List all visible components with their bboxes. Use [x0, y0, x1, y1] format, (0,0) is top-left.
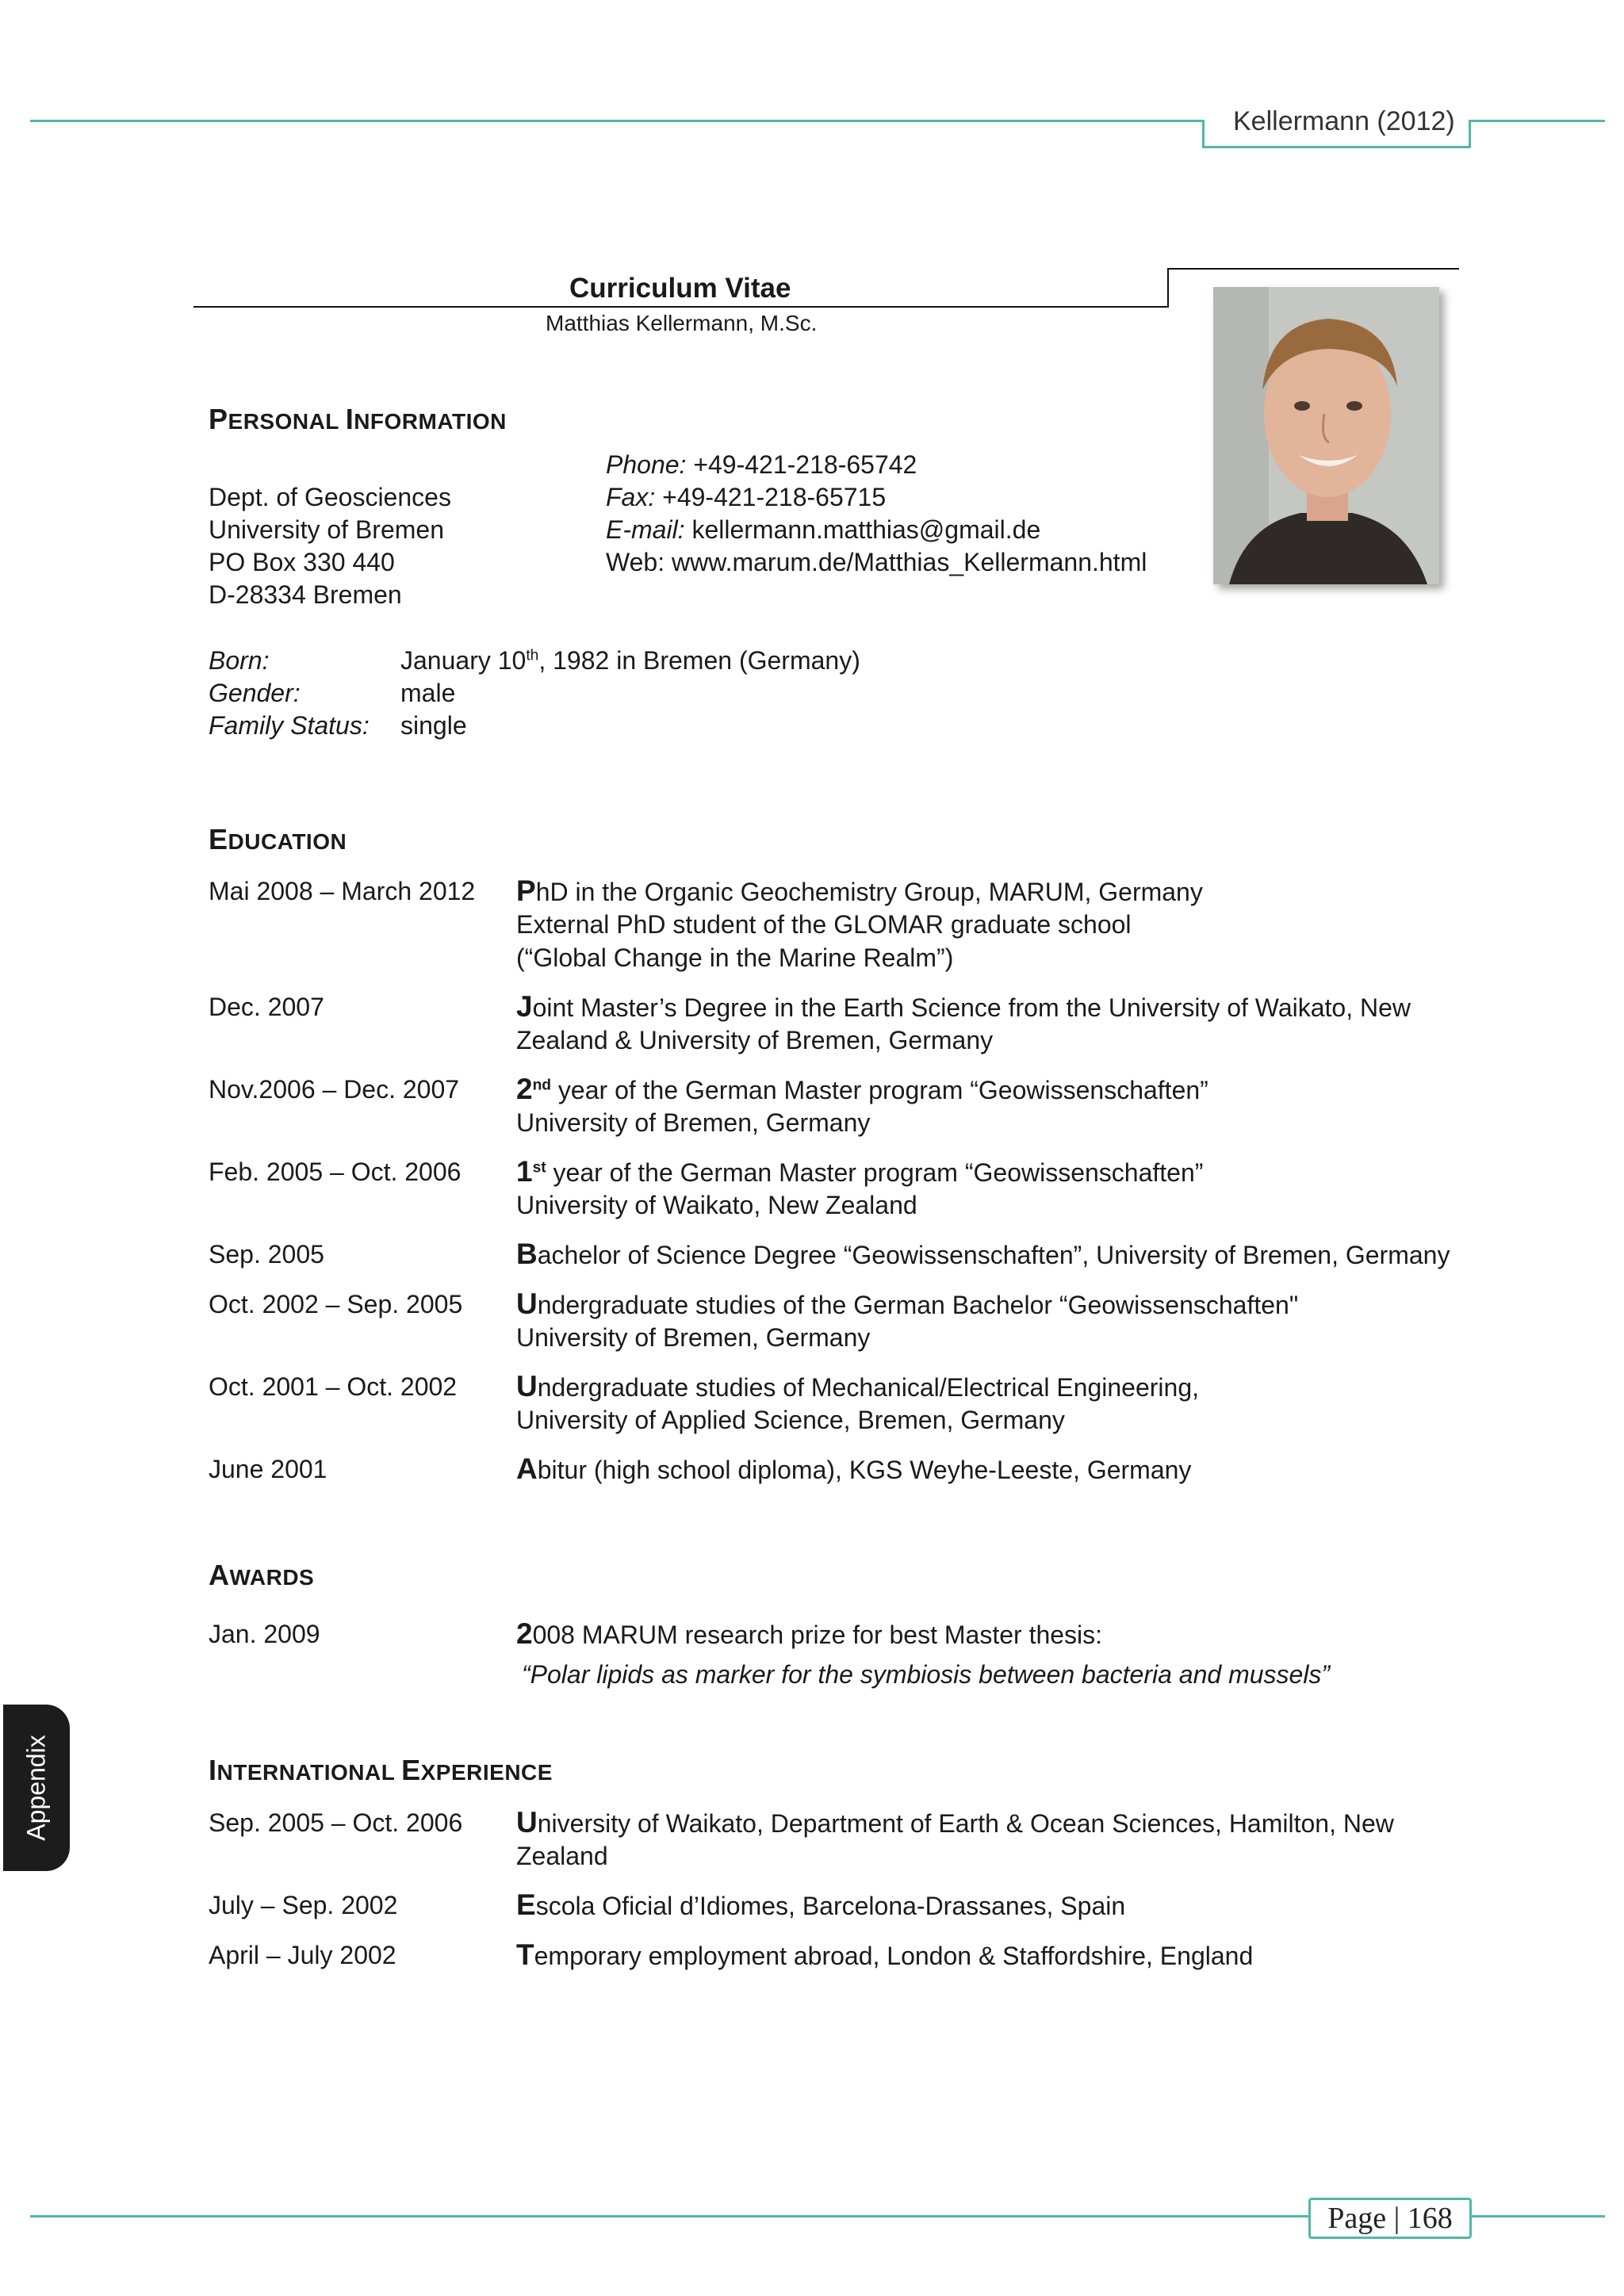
education-desc: University of Waikato, New Zealand: [516, 1191, 917, 1219]
page-title: Curriculum Vitae: [569, 273, 791, 304]
header-rule-right: [1469, 120, 1605, 122]
section-heading-international: INTERNATIONAL EXPERIENCE: [209, 1754, 553, 1786]
education-desc: University of Applied Science, Bremen, Germany: [516, 1406, 1065, 1434]
email-line: E-mail: kellermann.matthias@gmail.de: [606, 515, 1041, 544]
title-rule-left: [193, 306, 1169, 308]
education-desc: University of Bremen, Germany: [516, 1108, 871, 1137]
education-date: Sep. 2005: [209, 1240, 324, 1269]
award-thesis-title: “Polar lipids as marker for the symbiosis between bacteria and mussels”: [522, 1660, 1331, 1689]
experience-date: April – July 2002: [209, 1941, 396, 1969]
education-date: June 2001: [209, 1455, 327, 1483]
education-desc: 2nd year of the German Master program “Geowissenschaften”: [516, 1073, 1208, 1105]
experience-date: July – Sep. 2002: [209, 1891, 398, 1919]
award-desc: 2008 MARUM research prize for best Master thesis:: [516, 1617, 1103, 1650]
web-link[interactable]: Web: www.marum.de/Matthias_Kellermann.html: [606, 548, 1147, 576]
education-date: Nov.2006 – Dec. 2007: [209, 1075, 460, 1104]
address-line: PO Box 330 440: [209, 548, 395, 576]
experience-date: Sep. 2005 – Oct. 2006: [209, 1808, 463, 1837]
education-desc: PhD in the Organic Geochemistry Group, MARUM, Germany: [516, 874, 1203, 907]
gender-value: male: [400, 679, 456, 707]
born-label: Born:: [209, 646, 270, 675]
title-rule-rise: [1167, 270, 1169, 308]
section-heading-awards: AWARDS: [209, 1559, 315, 1591]
portrait-photo: [1213, 287, 1439, 584]
header-rule-rise-right: [1469, 120, 1471, 147]
education-date: Oct. 2001 – Oct. 2002: [209, 1372, 458, 1401]
address-line: D-28334 Bremen: [209, 580, 402, 609]
education-desc: Bachelor of Science Degree “Geowissenschaften”, University of Bremen, Germany: [516, 1238, 1450, 1270]
running-title: Kellermann (2012): [1233, 106, 1455, 136]
header-rule-left: [30, 120, 1204, 122]
phone-line: Phone: +49-421-218-65742: [606, 450, 917, 479]
header-rule-drop-left: [1202, 120, 1205, 147]
page-number: Page | 168: [1308, 2198, 1472, 2239]
family-status-label: Family Status:: [209, 711, 370, 740]
family-status-value: single: [400, 711, 467, 740]
education-desc: Joint Master’s Degree in the Earth Science from the University of Waikato, New: [516, 990, 1411, 1023]
gender-label: Gender:: [209, 679, 301, 707]
address-line: Dept. of Geosciences: [209, 483, 451, 511]
education-desc: (“Global Change in the Marine Realm”): [516, 943, 954, 972]
education-desc: 1st year of the German Master program “Geowissenschaften”: [516, 1155, 1204, 1188]
born-value: January 10th, 1982 in Bremen (Germany): [400, 646, 860, 675]
section-heading-personal: PERSONAL INFORMATION: [209, 403, 507, 435]
education-desc: Zealand & University of Bremen, Germany: [516, 1026, 994, 1054]
experience-desc: Escola Oficial d’Idiomes, Barcelona-Drassanes, Spain: [516, 1888, 1126, 1921]
portrait-image: [1213, 287, 1439, 584]
education-desc: University of Bremen, Germany: [516, 1323, 871, 1352]
education-date: Dec. 2007: [209, 993, 324, 1021]
cv-name: Matthias Kellermann, M.Sc.: [546, 311, 818, 335]
education-date: Mai 2008 – March 2012: [209, 877, 476, 905]
email-link[interactable]: kellermann.matthias@gmail.de: [691, 515, 1041, 544]
header-rule-under: [1202, 146, 1470, 148]
experience-desc: Temporary employment abroad, London & Staffordshire, England: [516, 1938, 1254, 1971]
experience-desc: Zealand: [516, 1842, 608, 1870]
education-desc: External PhD student of the GLOMAR graduate school: [516, 910, 1132, 939]
education-date: Oct. 2002 – Sep. 2005: [209, 1290, 463, 1318]
section-heading-education: EDUCATION: [209, 823, 347, 855]
education-desc: Abitur (high school diploma), KGS Weyhe-Leeste, Germany: [516, 1452, 1192, 1485]
appendix-tab-label: Appendix: [21, 1735, 51, 1841]
footer-rule-left: [30, 2215, 1310, 2218]
award-date: Jan. 2009: [209, 1620, 320, 1648]
address-line: University of Bremen: [209, 515, 444, 544]
education-desc: Undergraduate studies of the German Bachelor “Geowissenschaften": [516, 1288, 1299, 1320]
title-rule-top: [1167, 268, 1459, 270]
footer-rule-right: [1469, 2215, 1605, 2218]
education-date: Feb. 2005 – Oct. 2006: [209, 1158, 462, 1186]
fax-line: Fax: +49-421-218-65715: [606, 483, 887, 511]
experience-desc: University of Waikato, Department of Earth & Ocean Sciences, Hamilton, New: [516, 1806, 1394, 1839]
education-desc: Undergraduate studies of Mechanical/Electrical Engineering,: [516, 1370, 1199, 1402]
